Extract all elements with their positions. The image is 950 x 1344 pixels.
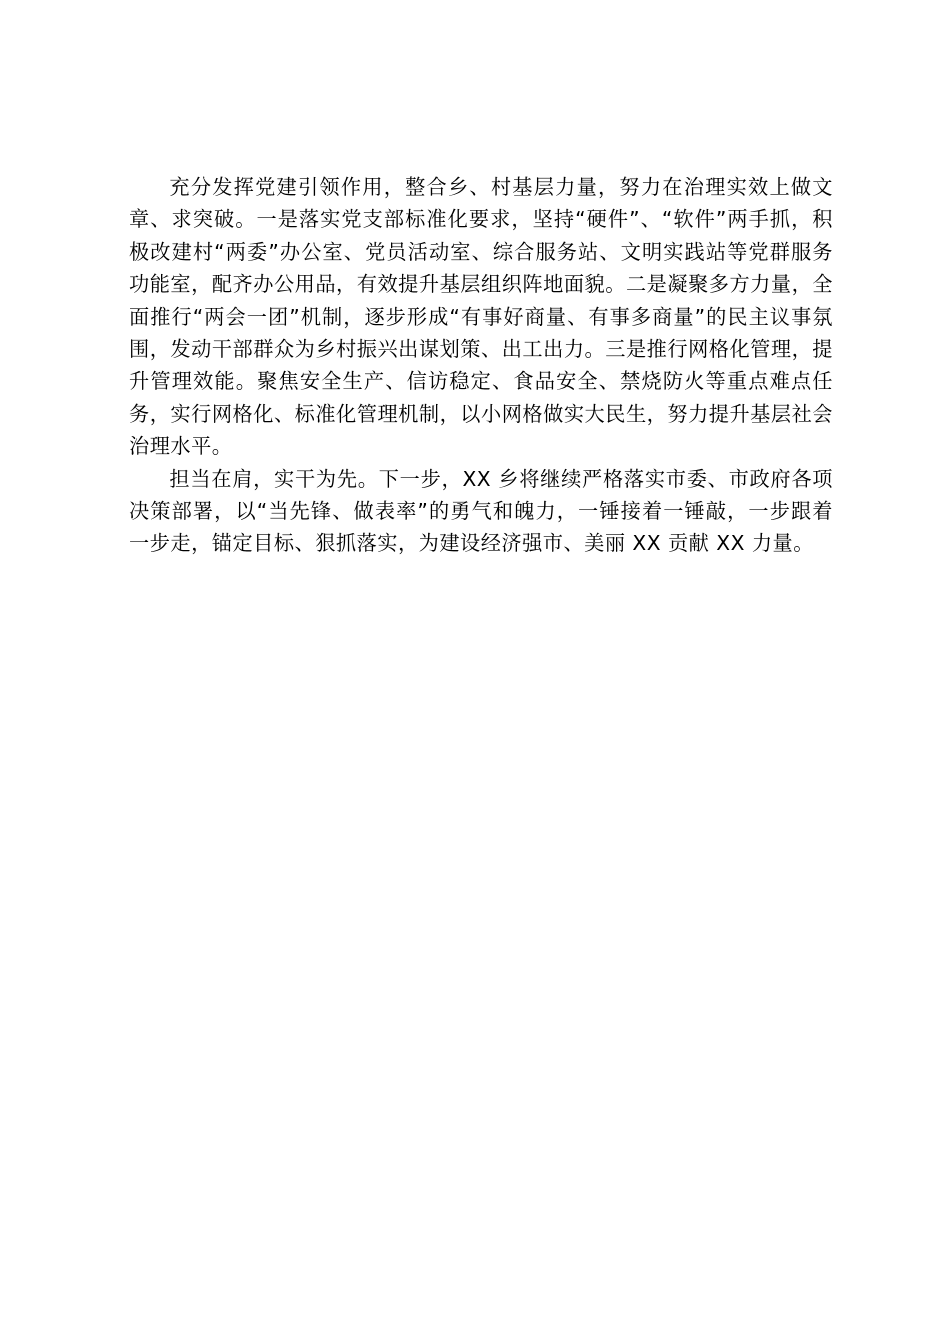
document-body bbox=[129, 171, 833, 560]
paragraph-governance: 充分发挥党建引领作用，整合乡、村基层力量，努力在治理实效上做文章、求突破。一是落实党支部标准化要求，坚持“硬件”、“软件”两手抓，积极改建村“两委”办公室、党员活动室、综合服务站、文明实践站等党群服务功能室，配齐办公用品，有效提升基层组织阵地面貌。二是凝聚多方力量，全面推行“两会一团”机制，逐步形成“有事好商量、有事多商量”的民主议事氛围，发动干部群众为乡村振兴出谋划策、出工出力。三是推行网格化管理，提升管理效能。聚焦安全生产、信访稳定、食品安全、禁烧防火等重点难点任务，实行网格化、标准化管理机制，以小网格做实大民生，努力提升基层社会治理水平。 bbox=[129, 175, 833, 459]
paragraph-next-steps: 担当在肩，实干为先。下一步，XX 乡将继续严格落实市委、市政府各项决策部署，以“当先锋、做表率”的勇气和魄力，一锤接着一锤敲，一步跟着一步走，锚定目标、狠抓落实，为建设经济强市、美丽 XX 贡献 XX 力量。 bbox=[129, 466, 833, 556]
